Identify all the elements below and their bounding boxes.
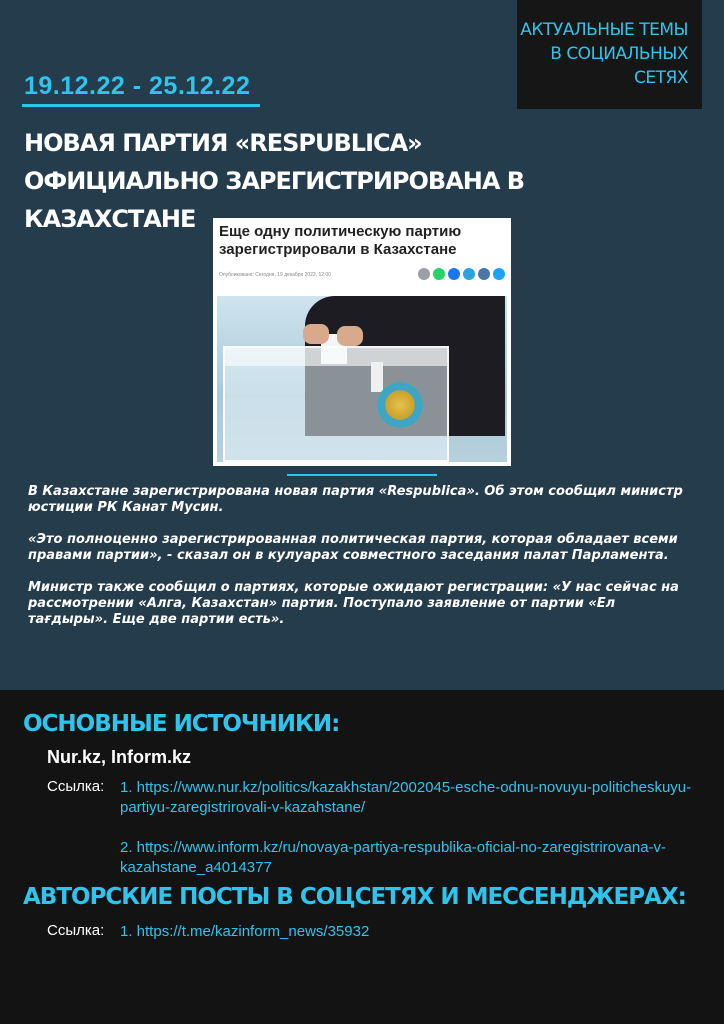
paragraph: Министр также сообщил о партиях, которые ожидают регистрации: «У нас сейчас на рассмотрении «Алга, Казахстан» партия. Поступало заявление от партии «Ел тағдыры». Еще две партии есть». <box>28 580 679 627</box>
article-body <box>28 484 696 644</box>
share-icons <box>418 268 505 280</box>
hand <box>303 324 329 344</box>
source-links <box>120 778 700 898</box>
source-link[interactable]: 2. https://www.inform.kz/ru/novaya-partiya-respublika-oficial-no-zaregistrirovana-v-kazahstane_a4014377 <box>120 839 667 876</box>
link-icon[interactable] <box>418 268 430 280</box>
link-label: Ссылка: <box>47 778 105 795</box>
divider <box>287 474 437 476</box>
paragraph: В Казахстане зарегистрирована новая партия «Respublica». Об этом сообщил министр юстиции РК Канат Мусин. <box>28 484 683 515</box>
paragraph: «Это полноценно зарегистрированная политическая партия, которая обладает всеми правами партии», - сказал он в кулуарах совместного заседания палат Парламента. <box>28 532 678 563</box>
badge-line: В СОЦИАЛЬНЫХ <box>550 44 688 64</box>
badge-line: СЕТЯХ <box>634 68 688 88</box>
ballot-box-seal <box>371 362 383 392</box>
sources-heading: ОСНОВНЫЕ ИСТОЧНИКИ: <box>23 711 340 737</box>
source-link[interactable]: 1. https://www.nur.kz/politics/kazakhstan/2002045-esche-odnu-novuyu-politicheskuyu-partiyu-zaregistrirovali-v-kazahstane/ <box>120 779 692 816</box>
topic-badge <box>517 0 702 109</box>
facebook-icon[interactable] <box>448 268 460 280</box>
page-title: НОВАЯ ПАРТИЯ «RESPUBLICA» ОФИЦИАЛЬНО ЗАРЕГИСТРИРОВАНА В КАЗАХСТАНЕ <box>24 129 525 233</box>
news-card <box>213 218 511 466</box>
twitter-icon[interactable] <box>493 268 505 280</box>
author-links <box>120 922 700 962</box>
hand <box>337 326 363 346</box>
news-card-meta: Опубликовано: Сегодня, 19 декабря 2022, 12:00 <box>219 272 331 278</box>
source-names: Nur.kz, Inform.kz <box>47 747 192 767</box>
date-underline <box>22 104 260 107</box>
author-posts-heading: АВТОРСКИЕ ПОСТЫ В СОЦСЕТЯХ И МЕССЕНДЖЕРАХ: <box>23 884 686 910</box>
whatsapp-icon[interactable] <box>433 268 445 280</box>
ballot-box-photo <box>217 296 507 462</box>
telegram-icon[interactable] <box>463 268 475 280</box>
link-label: Ссылка: <box>47 922 105 939</box>
news-card-title: Еще одну политическую партию зарегистрировали в Казахстане <box>219 223 462 258</box>
author-link[interactable]: 1. https://t.me/kazinform_news/35932 <box>120 923 370 940</box>
badge-line: АКТУАЛЬНЫЕ ТЕМЫ <box>520 20 688 40</box>
vk-icon[interactable] <box>478 268 490 280</box>
emblem-icon <box>377 382 423 428</box>
date-range: 19.12.22 - 25.12.22 <box>24 72 251 100</box>
